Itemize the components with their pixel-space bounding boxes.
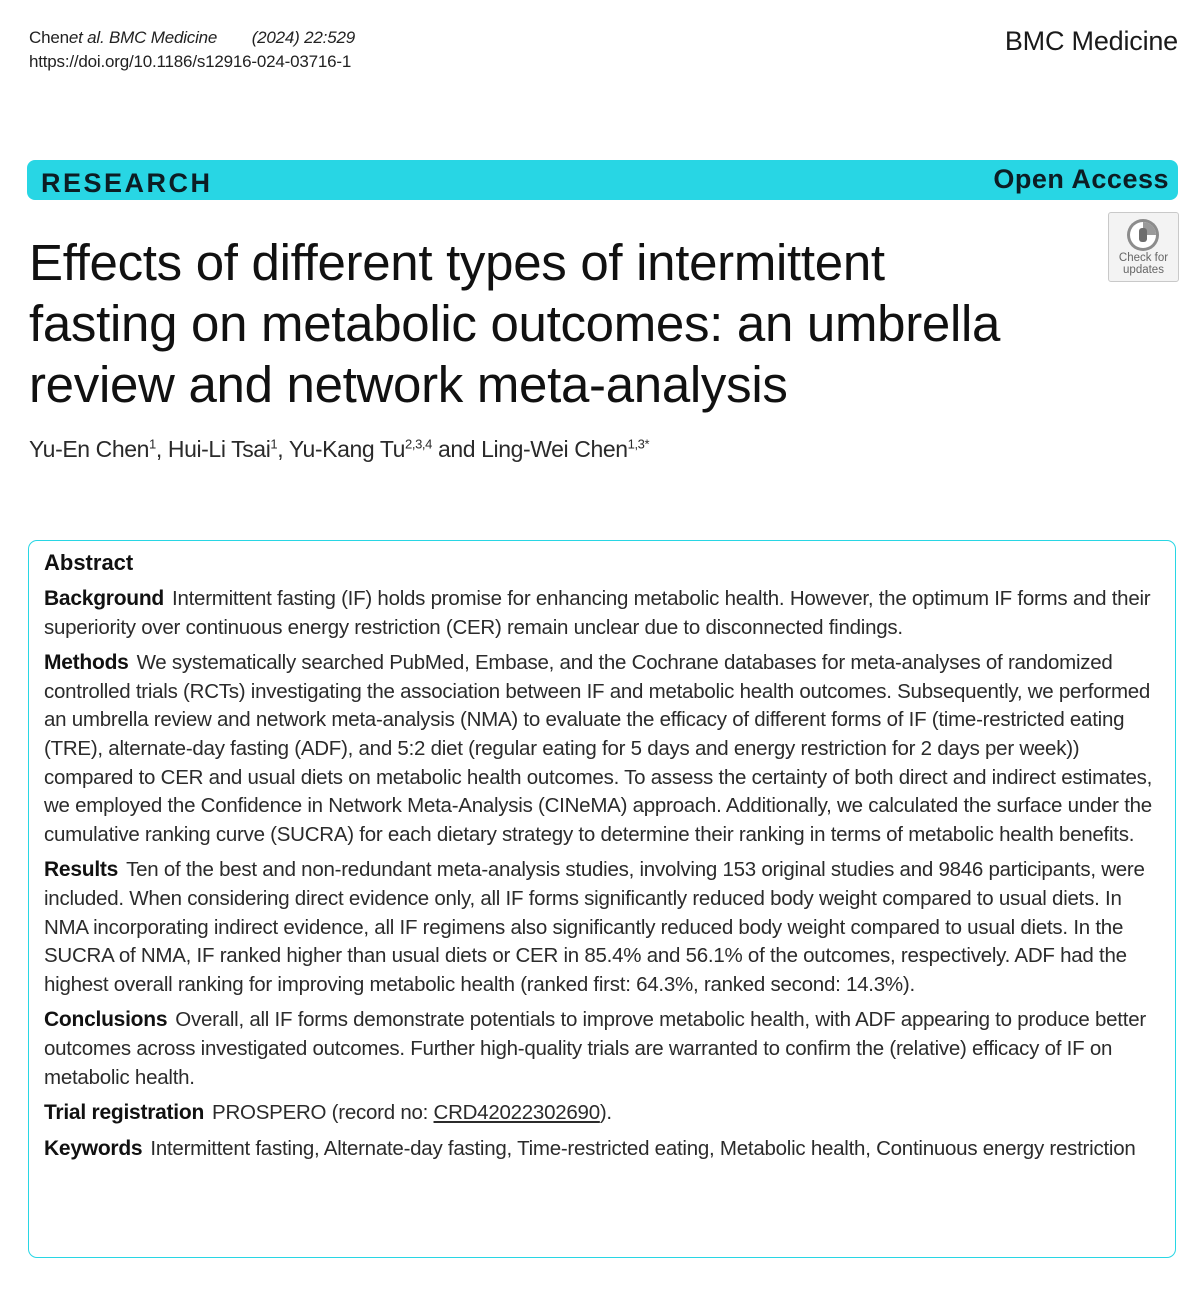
title-line: Effects of different types of intermittent: [29, 234, 885, 291]
author-affiliation: 1: [149, 436, 156, 452]
article-title: [29, 232, 1099, 415]
author-affiliation: 1: [270, 436, 278, 452]
abstract-methods: [44, 649, 1161, 849]
section-text: Overall, all IF forms demonstrate potentials to improve metabolic health, with ADF appearing to produce better outcomes across investigated outcomes. Further high-quality trials are warranted to confirm the (relative) efficacy of IF on metabolic health.: [44, 1008, 1146, 1089]
check-for-updates-button[interactable]: [1108, 212, 1179, 282]
section-label: Background: [44, 587, 165, 610]
title-line: fasting on metabolic outcomes: an umbrella: [29, 295, 1001, 352]
title-line: review and network meta-analysis: [29, 356, 788, 413]
section-text: Intermittent fasting (IF) holds promise for enhancing metabolic health. However, the optimum IF forms and their superiority over continuous energy restriction (CER) remain unclear due to disconnected findings.: [44, 587, 1151, 639]
section-text: We systematically searched PubMed, Embase, and the Cochrane databases for meta-analyses of randomized controlled trials (RCTs) investigating the association between IF and metabolic health outcomes. Subsequently, we performed an umbrella review and network meta-analysis (NMA) to evaluate the efficacy of different forms of IF (time-restricted eating (TRE), alternate-day fasting (ADF), and 5:2 diet (regular eating for 5 days and energy restriction for 2 days per week)) compared to CER and usual diets on metabolic health outcomes. To assess the certainty of both direct and indirect estimates, we employed the Confidence in Network Meta-Analysis (CINeMA) approach. Additionally, we calculated the surface under the cumulative ranking curve (SUCRA) for each dietary strategy to determine their ranking in terms of metabolic health benefits.: [44, 651, 1153, 846]
section-label: Trial registration: [44, 1101, 205, 1125]
abstract-heading: Abstract: [44, 550, 134, 575]
citation-et-al: et al.: [68, 28, 105, 47]
abstract-conclusions: [44, 1006, 1161, 1092]
check-for-updates-label: Check for updates: [1118, 252, 1169, 276]
abstract-background: [44, 585, 1161, 642]
journal-name: BMC Medicine: [1004, 26, 1178, 56]
keywords-text: Intermittent fasting, Alternate-day fasting, Time-restricted eating, Metabolic health, Continuous energy restriction: [150, 1136, 1136, 1160]
abstract-box: [28, 540, 1176, 1258]
open-access-label: Open Access: [993, 164, 1169, 194]
section-label: Keywords: [44, 1136, 143, 1160]
article-type-label: RESEARCH: [41, 168, 213, 198]
section-label: Results: [44, 858, 119, 882]
author-name[interactable]: Hui-Li Tsai: [167, 436, 271, 462]
abstract-trial-registration: Trial registration PROSPERO (record no: CRD42022302690).: [44, 1101, 612, 1125]
section-label: Conclusions: [44, 1008, 168, 1032]
section-text: Ten of the best and non-redundant meta-analysis studies, involving 153 original studies and 9846 participants, were included. When considering direct evidence only, all IF forms significantly reduced body weight compared to usual diets. In NMA incorporating indirect evidence, all IF regimens also significantly reduced body weight compared to usual diets. In the SUCRA of NMA, IF ranked higher than usual diets or CER in 85.4% and 56.1% of the outcomes, respectively. ADF had the highest overall ranking for improving metabolic health (ranked first: 64.3%, ranked second: 14.3%).: [44, 858, 1145, 996]
citation-authors: Chen: [29, 28, 69, 47]
check-for-updates-icon: [1125, 217, 1161, 253]
citation-header: [29, 26, 355, 74]
citation-year-volume: (2024) 22:529: [251, 28, 355, 47]
author-name[interactable]: Ling-Wei Chen: [481, 436, 628, 462]
doi-link[interactable]: https://doi.org/10.1186/s12916-024-03716-1: [29, 52, 352, 71]
citation-journal: BMC Medicine: [109, 28, 218, 47]
abstract-results: [44, 856, 1161, 999]
author-name[interactable]: Yu-Kang Tu: [288, 436, 406, 462]
author-affiliation: 2,3,4: [405, 436, 432, 452]
article-type-banner: [27, 160, 1178, 200]
author-name[interactable]: Yu-En Chen: [29, 436, 150, 462]
citation-line: [29, 26, 355, 50]
trial-registration-link[interactable]: CRD42022302690: [433, 1101, 600, 1125]
section-label: Methods: [44, 651, 129, 675]
author-affiliation: 1,3*: [627, 436, 650, 452]
author-list: Yu-En Chen$^1$, Hui-Li Tsai$^1$, Yu-Kang Tu$^{2,3,4}$ and Ling-Wei Chen$^{1,3*}$: [29, 436, 650, 462]
abstract-keywords: [44, 1135, 1161, 1164]
